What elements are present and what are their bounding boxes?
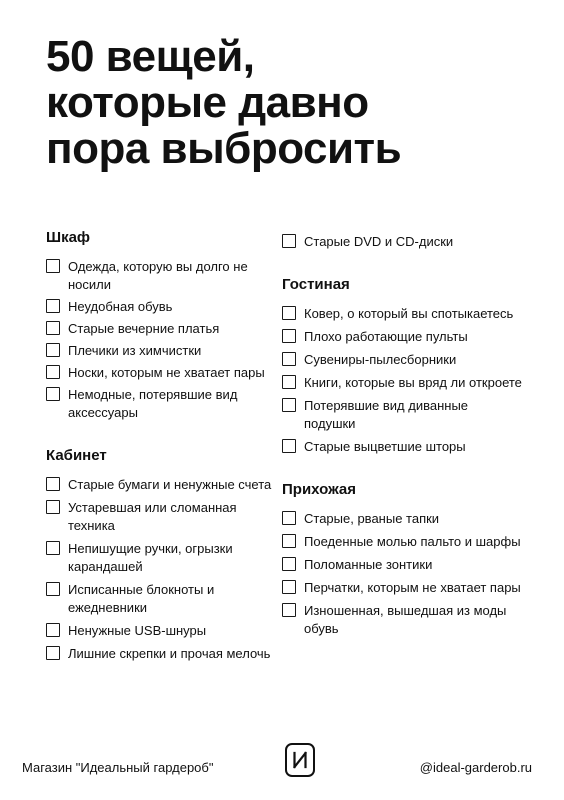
section-wardrobe <box>46 228 278 422</box>
item-label: Устаревшая или сломанная техника <box>68 500 237 533</box>
title-line-3: пора выбросить <box>46 124 402 173</box>
item-label: Лишние скрепки и прочая мелочь <box>68 646 271 661</box>
checklist-item[interactable] <box>282 328 522 346</box>
checklist-item[interactable] <box>282 579 522 597</box>
item-label: Плечики из химчистки <box>68 343 202 358</box>
title-line-1: 50 вещей, <box>46 32 255 81</box>
checklist-item[interactable] <box>282 438 522 456</box>
checklist-item[interactable] <box>46 645 278 663</box>
left-column <box>46 228 278 663</box>
item-label: Немодные, потерявшие вид аксессуары <box>68 387 238 420</box>
store-logo-icon <box>285 743 315 777</box>
checklist-item[interactable] <box>46 499 278 535</box>
page-title <box>46 34 546 172</box>
checklist-item[interactable] <box>282 556 522 574</box>
section-title-office: Кабинет <box>46 447 107 464</box>
item-label: Книги, которые вы вряд ли откроете <box>304 375 522 390</box>
checklist-item[interactable] <box>282 374 522 392</box>
item-label: Плохо работающие пульты <box>304 329 468 344</box>
item-label: Старые бумаги и ненужные счета <box>68 477 272 492</box>
checkbox[interactable] <box>46 365 60 379</box>
checkbox[interactable] <box>46 500 60 514</box>
checkbox[interactable] <box>282 439 296 453</box>
checklist-item[interactable] <box>46 386 278 422</box>
checkbox[interactable] <box>46 477 60 491</box>
checkbox[interactable] <box>282 352 296 366</box>
checkbox[interactable] <box>46 646 60 660</box>
checkbox[interactable] <box>282 511 296 525</box>
section-title-wardrobe: Шкаф <box>46 229 91 246</box>
checklist-item[interactable] <box>46 320 278 338</box>
checklist-item[interactable] <box>282 351 522 369</box>
checklist-item[interactable] <box>46 476 278 494</box>
checklist-item[interactable] <box>46 622 278 640</box>
item-label: Поеденные молью пальто и шарфы <box>304 534 521 549</box>
checkbox[interactable] <box>282 234 296 248</box>
checklist-item[interactable] <box>282 397 522 433</box>
checklist-item[interactable] <box>46 364 278 382</box>
checkbox[interactable] <box>46 343 60 357</box>
item-label: Одежда, которую вы долго не носили <box>68 259 248 292</box>
checklist-item[interactable] <box>46 540 278 576</box>
right-column <box>282 233 522 638</box>
item-label: Непишущие ручки, огрызки карандашей <box>68 541 233 574</box>
checklist-item[interactable] <box>282 510 522 528</box>
checklist-item[interactable] <box>46 298 278 316</box>
checkbox[interactable] <box>46 387 60 401</box>
section-office <box>46 446 278 663</box>
item-label: Изношенная, вышедшая из моды обувь <box>304 603 507 636</box>
checklist-item[interactable] <box>46 342 278 360</box>
section-living-room <box>282 275 522 456</box>
item-label: Старые, рваные тапки <box>304 511 440 526</box>
checklist-item[interactable] <box>282 602 522 638</box>
item-label: Носки, которым не хватает пары <box>68 365 265 380</box>
item-label: Старые вечерние платья <box>68 321 220 336</box>
checkbox[interactable] <box>282 557 296 571</box>
store-handle-link[interactable]: @ideal-garderob.ru <box>419 760 532 775</box>
section-title-living-room: Гостиная <box>282 276 350 293</box>
checkbox[interactable] <box>282 329 296 343</box>
checklist-item[interactable] <box>46 258 278 294</box>
checkbox[interactable] <box>46 299 60 313</box>
item-label: Ненужные USB-шнуры <box>68 623 207 638</box>
section-wardrobe-continued <box>282 233 522 251</box>
checkbox[interactable] <box>46 321 60 335</box>
checkbox[interactable] <box>282 398 296 412</box>
item-label: Старые выцветшие шторы <box>304 439 466 454</box>
section-hallway <box>282 480 522 638</box>
item-label: Сувениры-пылесборники <box>304 352 457 367</box>
checkbox[interactable] <box>46 541 60 555</box>
store-name: Магазин "Идеальный гардероб" <box>22 760 214 775</box>
checkbox[interactable] <box>282 603 296 617</box>
checkbox[interactable] <box>46 259 60 273</box>
checkbox[interactable] <box>282 534 296 548</box>
checklist-item[interactable] <box>282 305 522 323</box>
title-line-2: которые давно <box>46 78 369 127</box>
checkbox[interactable] <box>282 375 296 389</box>
checkbox[interactable] <box>46 582 60 596</box>
checklist-item[interactable] <box>282 233 522 251</box>
section-title-hallway: Прихожая <box>282 481 357 498</box>
checkbox[interactable] <box>46 623 60 637</box>
item-label: Перчатки, которым не хватает пары <box>304 580 521 595</box>
item-label: Неудобная обувь <box>68 299 173 314</box>
item-label: Исписанные блокноты и ежедневники <box>68 582 215 615</box>
checkbox[interactable] <box>282 306 296 320</box>
checklist-item[interactable] <box>282 533 522 551</box>
checkbox[interactable] <box>282 580 296 594</box>
checklist-item[interactable] <box>46 581 278 617</box>
item-label: Старые DVD и CD-диски <box>304 234 454 249</box>
item-label: Поломанные зонтики <box>304 557 433 572</box>
item-label: Потерявшие вид диванные подушки <box>304 398 469 431</box>
item-label: Ковер, о который вы спотыкаетесь <box>304 306 514 321</box>
